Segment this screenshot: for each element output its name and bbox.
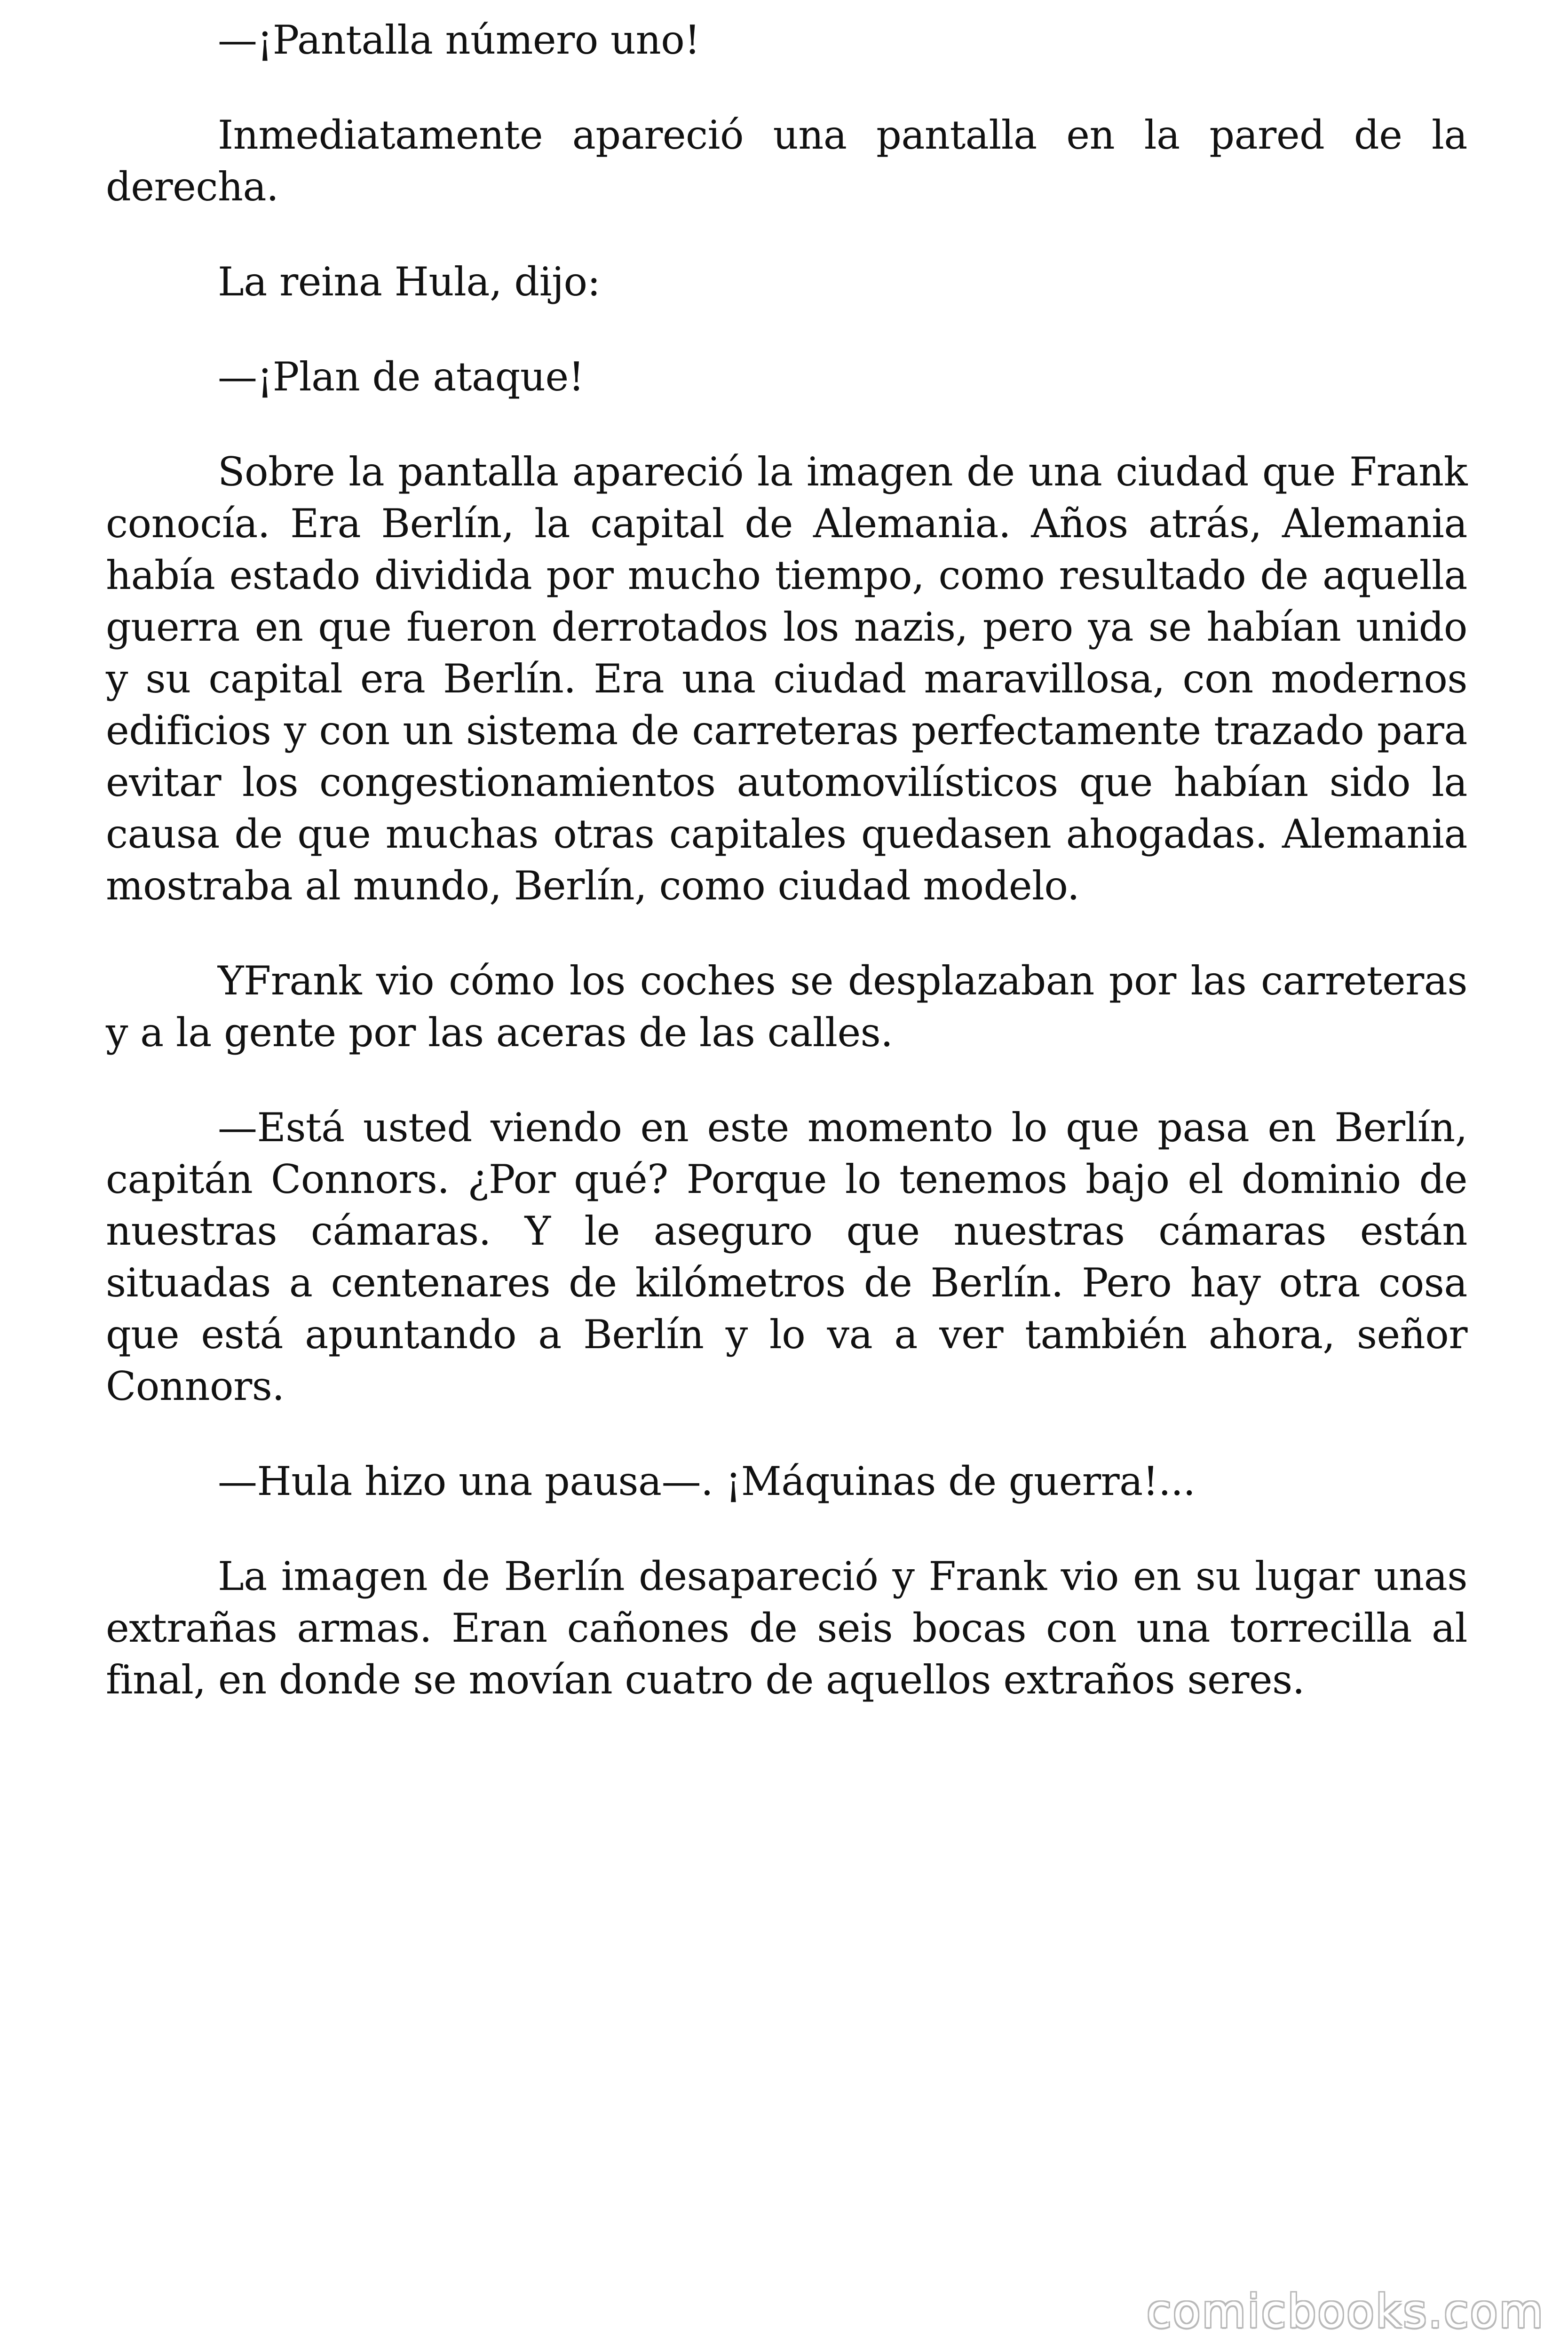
paragraph-6: YFrank vio cómo los coches se desplazaban por las carreteras y a la gente por las aceras de las calles. — [106, 958, 1467, 1056]
paragraph-9: La imagen de Berlín desapareció y Frank vio en su lugar unas extrañas armas. Eran cañones de seis bocas con una torrecilla al final, en donde se movían cuatro de aquellos extraños seres. — [106, 1553, 1467, 1703]
paragraph-1: —¡Pantalla número uno! — [218, 17, 700, 63]
paragraph-4: —¡Plan de ataque! — [218, 354, 584, 400]
watermark-logo: comicbooks.com — [1146, 2285, 1544, 2338]
paragraph-2: Inmediatamente apareció una pantalla en la pared de la derecha. — [106, 112, 1467, 210]
page-body-text — [106, 14, 1467, 1749]
paragraph-5: Sobre la pantalla apareció la imagen de una ciudad que Frank conocía. Era Berlín, la capital de Alemania. Años atrás, Alemania había estado dividida por mucho tiempo, como resultado de aquella guerra en que fueron derrotados los nazis, pero ya se habían unido y su capital era Berlín. Era una ciudad maravillosa, con modernos edificios y con un sistema de carreteras perfectamente trazado para evitar los congestionamientos automovilísticos que habían sido la causa de que muchas otras capitales quedasen ahogadas. Alemania mostraba al mundo, Berlín, como ciudad modelo. — [106, 449, 1467, 909]
paragraph-3: La reina Hula, dijo: — [218, 259, 601, 305]
paragraph-7: —Está usted viendo en este momento lo que pasa en Berlín, capitán Connors. ¿Por qué? Porque lo tenemos bajo el dominio de nuestras cámaras. Y le aseguro que nuestras cámaras están situadas a centenares de kilómetros de Berlín. Pero hay otra cosa que está apuntando a Berlín y lo va a ver también ahora, señor Connors. — [106, 1104, 1467, 1409]
paragraph-8: —Hula hizo una pausa—. ¡Máquinas de guerra!... — [218, 1458, 1196, 1504]
